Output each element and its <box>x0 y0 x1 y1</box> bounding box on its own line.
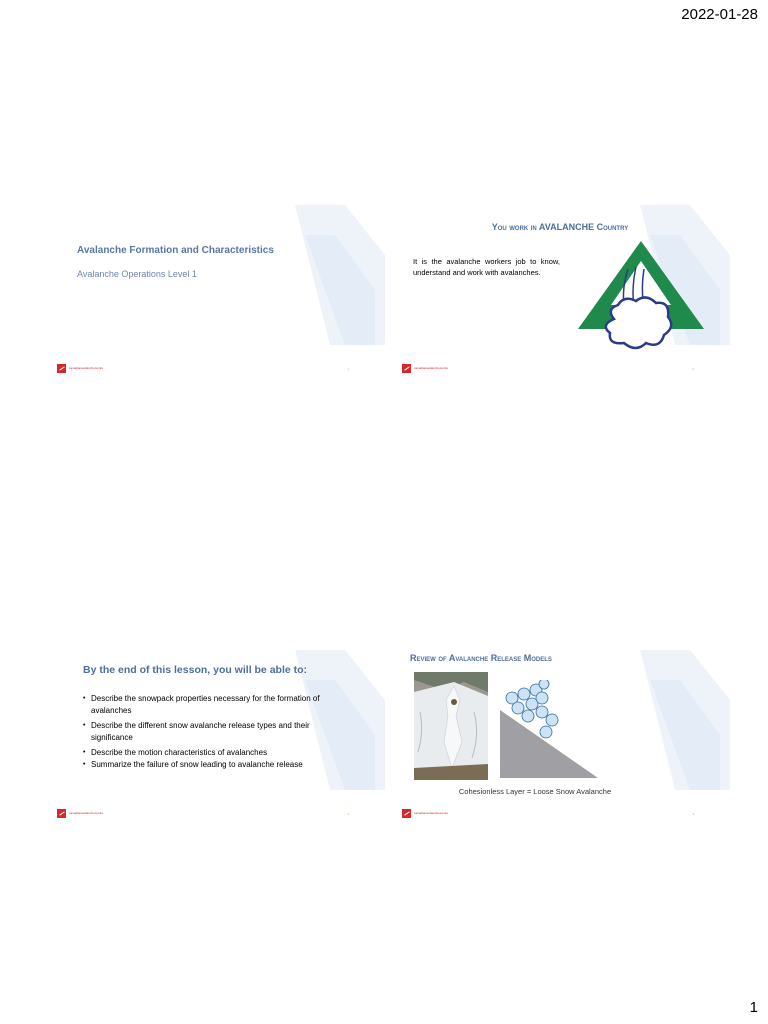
slide-title: You work in AVALANCHE Country <box>491 222 629 232</box>
slide-page-number: 3 <box>347 812 349 816</box>
org-name: canadianavalanchecentre <box>69 366 104 370</box>
slide-1 <box>45 195 385 385</box>
slide-title: By the end of this lesson, you will be able to: <box>83 664 308 676</box>
org-logo-icon <box>57 364 66 373</box>
list-item: • Describe the different snow avalanche release types and their significance <box>83 720 353 744</box>
background-watermark-icon <box>235 195 385 345</box>
slide-page-number: 1 <box>347 367 349 371</box>
list-item: • Summarize the failure of snow leading to avalanche release <box>83 759 353 771</box>
org-name: canadianavalanchecentre <box>414 811 449 815</box>
org-logo-icon <box>402 809 411 818</box>
org-logo-icon <box>402 364 411 373</box>
slide-page-number: 2 <box>692 367 694 371</box>
mountain-avalanche-icon <box>576 239 706 359</box>
list-item: • Describe the snowpack properties necessary for the formation of avalanches <box>83 693 353 717</box>
org-name: canadianavalanchecentre <box>69 811 104 815</box>
page-date: 2022-01-28 <box>681 6 758 23</box>
slide-page-number: 4 <box>692 812 694 816</box>
loose-snow-avalanche-photo <box>414 672 488 780</box>
slide-body-text: It is the avalanche workers job to know, understand and work with avalanches. <box>413 257 560 277</box>
slide-2 <box>390 195 730 385</box>
slide-3 <box>45 640 385 830</box>
page-number: 1 <box>749 999 758 1016</box>
background-watermark-icon <box>580 640 730 790</box>
diagram-caption: Cohesionless Layer = Loose Snow Avalanche <box>458 787 612 796</box>
slide-title: Review of Avalanche Release Models <box>410 653 552 663</box>
slide-subtitle: Avalanche Operations Level 1 <box>77 269 197 279</box>
slide-title: Avalanche Formation and Characteristics <box>77 245 274 256</box>
slide-footer <box>57 808 103 818</box>
loose-snow-slope-diagram <box>498 680 600 780</box>
org-logo-icon <box>57 809 66 818</box>
org-name: canadianavalanchecentre <box>414 366 449 370</box>
slide-footer <box>402 808 448 818</box>
slide-4 <box>390 640 730 830</box>
objectives-list <box>83 693 353 774</box>
list-item: • Describe the motion characteristics of avalanches <box>83 747 353 759</box>
slide-footer <box>57 363 103 373</box>
slide-footer <box>402 363 448 373</box>
